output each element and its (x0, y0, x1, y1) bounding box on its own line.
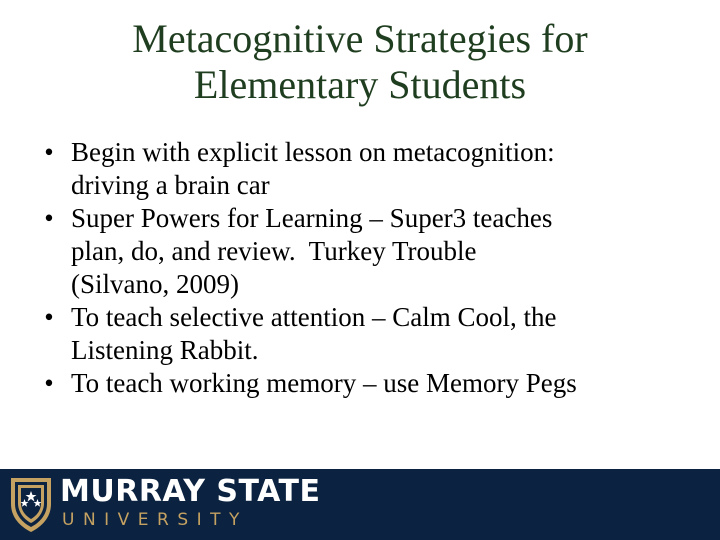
bullet-line: driving a brain car (71, 170, 270, 200)
university-footer-bar (0, 469, 720, 540)
bullet-marker: • (44, 368, 54, 398)
bullet-line: Super Powers for Learning – Super3 teaches (71, 203, 553, 233)
university-name: MURRAY STATE (60, 474, 321, 509)
bullet-line: plan, do, and review. Turkey Trouble (71, 236, 477, 266)
bullet-item (40, 301, 690, 367)
university-subtitle: UNIVERSITY (62, 510, 248, 530)
bullet-marker: • (44, 203, 54, 233)
bullet-marker: • (44, 137, 54, 167)
bullet-list (40, 136, 690, 400)
bullet-item (40, 367, 690, 400)
slide-title-line-1: Metacognitive Strategies for (132, 16, 588, 61)
slide-title-line-2: Elementary Students (193, 62, 527, 107)
bullet-line: To teach selective attention – Calm Cool, the (71, 302, 557, 332)
bullet-item (40, 202, 690, 301)
bullet-item (40, 136, 690, 202)
bullet-marker: • (44, 302, 54, 332)
bullet-line: To teach working memory – use Memory Pegs (71, 368, 577, 398)
bullet-line: Begin with explicit lesson on metacognition: (71, 137, 555, 167)
bullet-line: Listening Rabbit. (71, 335, 259, 365)
bullet-line: (Silvano, 2009) (71, 269, 239, 299)
shield-stars-icon (8, 474, 54, 534)
slide-title (40, 16, 680, 108)
